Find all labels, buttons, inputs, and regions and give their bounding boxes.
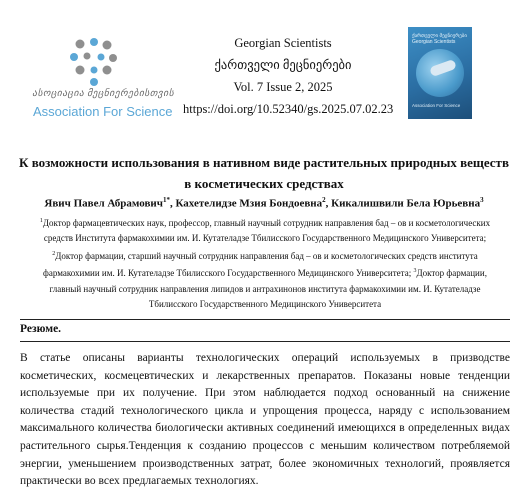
journal-name: Georgian Scientists — [234, 36, 332, 50]
resume-heading: Резюме. — [20, 323, 62, 335]
author-1: Явич Павел Абрамович — [44, 197, 163, 210]
journal-header — [183, 32, 394, 120]
abstract-text: В статье описаны варианты технологических операций используемых в призводстве косметических, космецевтических и лекарственных препаратов. Показаны новые тенденции используемые при их получение. При этом наблюдается подход основанный на снижение количества стадий технологического цикла и упрощения процесса, наряду с использованием максимального количества биологически активных соединений имеющихся в определенных видах растительного сырья.Тенденция к созданию процессов с меньшим количеством потребляемой энергии, уменьшением производственных затрат, более экономичных технологий, проявляется практически во всех предлагаемых технологиях. — [20, 352, 510, 488]
journal-cover-image — [408, 27, 472, 119]
author-3-sup: 3 — [480, 196, 484, 204]
affiliation-3-num: 3 — [413, 268, 417, 275]
association-logo — [14, 30, 179, 120]
logo-georgian-text: ასოციაცია მეცნიერებისთვის — [32, 89, 174, 99]
author-2: , Кахетелидзе Мзия Бондоевна — [169, 197, 323, 210]
journal-name-georgian: ქართველი მეცნიერები — [214, 58, 352, 72]
affiliations — [32, 214, 498, 312]
affiliation-3: Доктор фармации, главный научный сотрудник направления липидов и антрахинонов института фармакохимии им. И. Кутателадзе Тбилисского Государственного Медицинского Университета — [49, 268, 487, 310]
title-line-2: в косметических средствах — [184, 176, 344, 191]
affiliation-1-num: 1 — [39, 218, 43, 224]
author-2-sup: 2 — [322, 196, 326, 204]
title-line-1: К возможности использования в нативном виде растительных природных веществ — [19, 155, 509, 170]
journal-volume: Vol. 7 Issue 2, 2025 — [233, 80, 333, 94]
author-3: , Кикалишвили Бела Юрьевна — [325, 197, 481, 210]
affiliation-2-num: 2 — [52, 250, 56, 257]
cover-top-text: ქართველი მეცნიერები Georgian Scientists — [412, 33, 467, 45]
author-list — [0, 196, 528, 210]
cover-bottom-text: Association For Science — [412, 103, 461, 108]
divider-bottom — [20, 341, 510, 342]
logo-english-text: Association For Science — [33, 104, 173, 119]
journal-doi[interactable]: https://doi.org/10.52340/gs.2025.07.02.23 — [183, 102, 394, 116]
article-title — [0, 152, 528, 194]
author-1-sup: 1* — [162, 196, 170, 204]
affiliation-2: Доктор фармации, старший научный сотрудник направления бад – ов и косметологических средств института фармакохимии им. И. Кутателадзе Тбилисского Государственного Медицинского Университета; — [43, 250, 478, 279]
affiliation-1: Доктор фармацевтических наук, профессор, главный научный сотрудник направления бад – ов и косметологических средств Института фармакохимии им. И. Кутателадзе Тбилисского Государственного Медицинского Университета; — [42, 218, 491, 244]
molecule-logo-icon — [14, 30, 179, 90]
divider-top — [20, 319, 510, 320]
